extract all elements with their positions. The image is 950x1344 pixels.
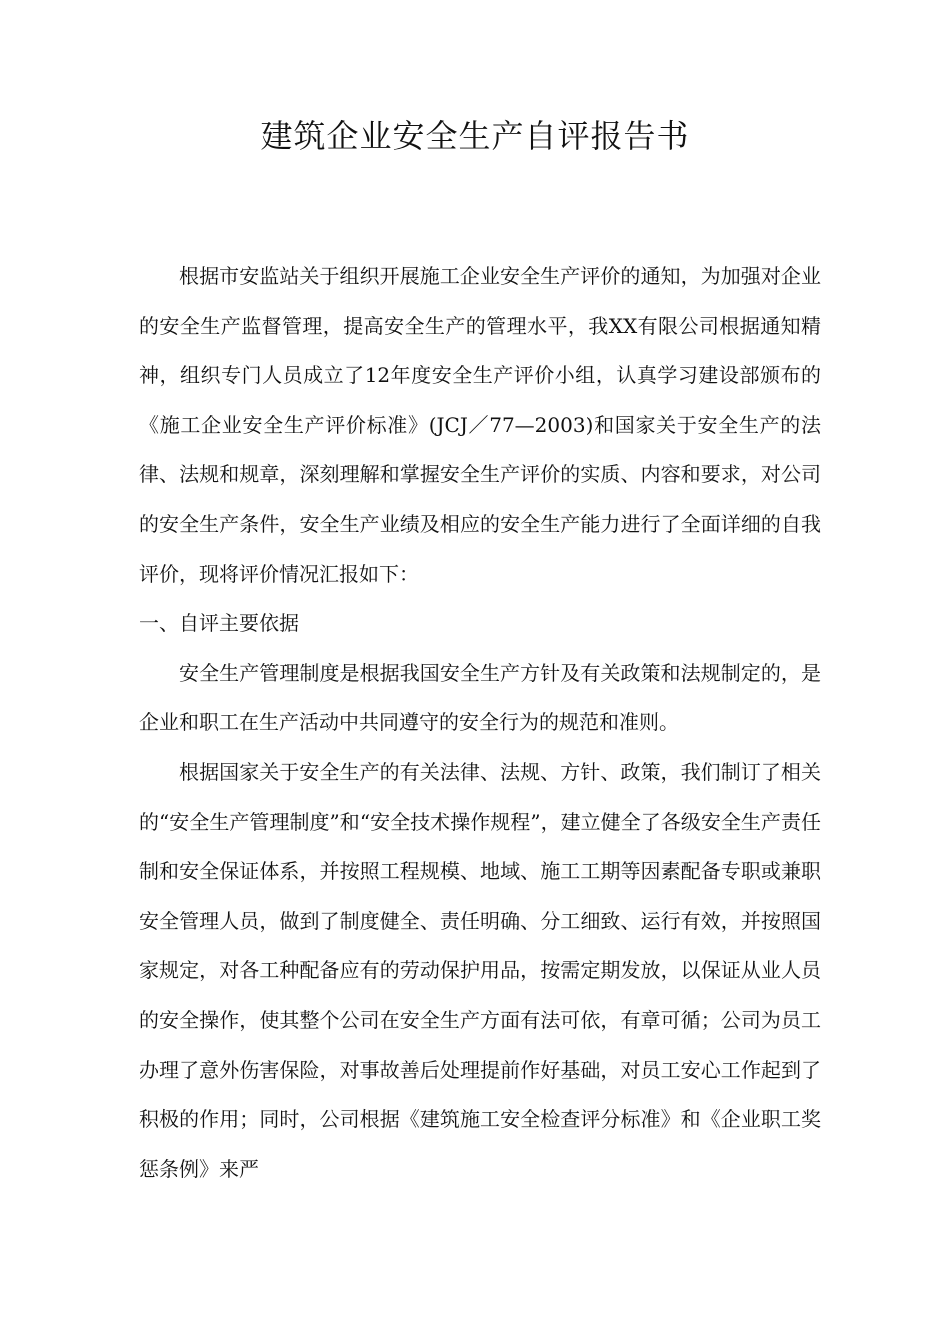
- body-paragraph: 安全生产管理制度是根据我国安全生产方针及有关政策和法规制定的，是企业和职工在生产活动中共同遵守的安全行为的规范和准则。: [139, 660, 821, 735]
- document-title: 建筑企业安全生产自评报告书: [260, 117, 690, 155]
- intro-paragraph: 根据市安监站关于组织开展施工企业安全生产评价的通知，为加强对企业的安全生产监督管理，提高安全生产的管理水平，我XX有限公司根据通知精神，组织专门人员成立了12年度安全生产评价小组，认真学习建设部颁布的《施工企业安全生产评价标准》(JCJ／77—2003)和国家关于安全生产的法律、法规和规章，深刻理解和掌握安全生产评价的实质、内容和要求，对公司的安全生产条件，安全生产业绩及相应的安全生产能力进行了全面详细的自我评价，现将评价情况汇报如下：: [139, 264, 821, 586]
- section-heading: 一、自评主要依据: [139, 611, 299, 636]
- document-body: [139, 252, 821, 1194]
- body-paragraph: 根据国家关于安全生产的有关法律、法规、方针、政策，我们制订了相关的“安全生产管理制度”和“安全技术操作规程”，建立健全了各级安全生产责任制和安全保证体系，并按照工程规模、地域、施工工期等因素配备专职或兼职安全管理人员，做到了制度健全、责任明确、分工细致、运行有效，并按照国家规定，对各工种配备应有的劳动保护用品，按需定期发放，以保证从业人员的安全操作，使其整个公司在安全生产方面有法可依，有章可循；公司为员工办理了意外伤害保险，对事故善后处理提前作好基础，对员工安心工作起到了积极的作用；同时，公司根据《建筑施工安全检查评分标准》和《企业职工奖惩条例》来严: [139, 759, 821, 1181]
